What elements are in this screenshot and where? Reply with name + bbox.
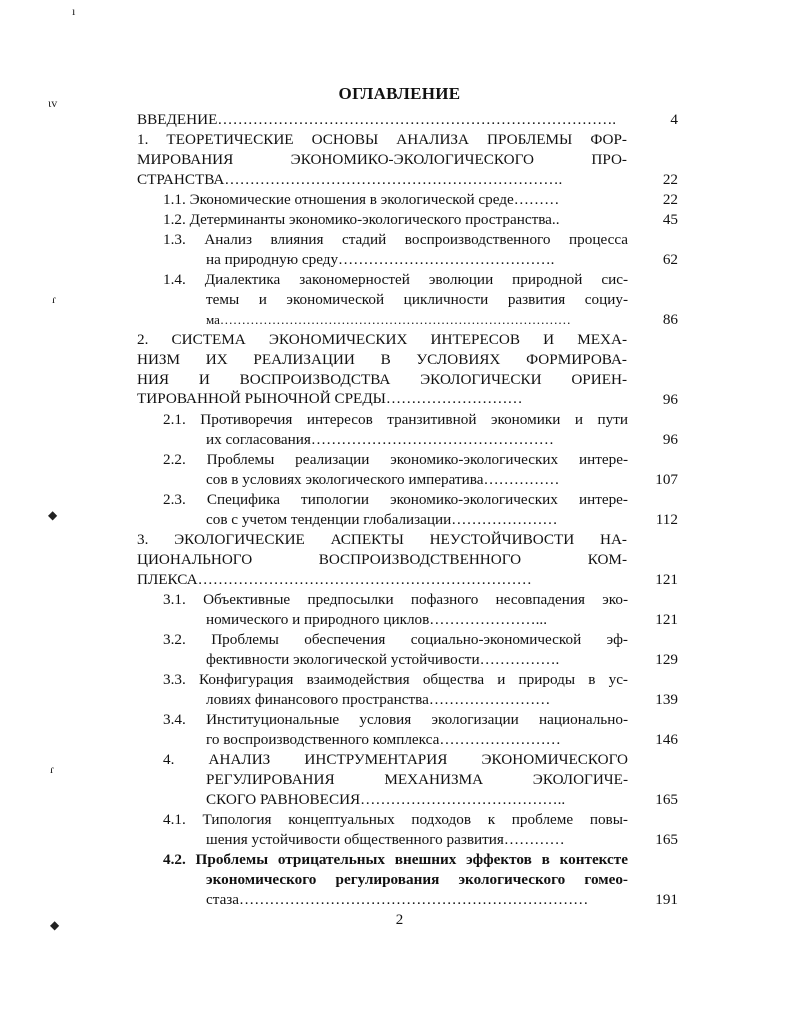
toc-entry-line: ВВЕДЕНИЕ……………………………………………………………………. xyxy=(137,111,617,128)
toc-entry-line: 3. ЭКОЛОГИЧЕСКИЕ АСПЕКТЫ НЕУСТОЙЧИВОСТИ НА- xyxy=(137,531,627,548)
toc-entry-line: ма……………………………………………………………………… xyxy=(206,311,571,327)
toc-entry-chapter-4 xyxy=(0,750,799,810)
toc-entry-line: 4. АНАЛИЗ ИНСТРУМЕНТАРИЯ ЭКОНОМИЧЕСКОГО xyxy=(163,751,628,768)
toc-entry-line: сов с учетом тенденции глобализации………………… xyxy=(206,510,558,528)
scan-artifact-mark: ɩv xyxy=(48,96,58,110)
toc-entry-section-1-3 xyxy=(0,230,799,270)
scan-artifact-mark: ◆ xyxy=(48,508,58,522)
toc-page-number: 129 xyxy=(655,651,678,668)
toc-page-number: 4 xyxy=(670,111,678,128)
toc-page-number: 165 xyxy=(655,791,678,808)
toc-entry-line: СКОГО РАВНОВЕСИЯ………………………………….. xyxy=(206,790,566,808)
toc-page-number: 86 xyxy=(662,311,678,328)
toc-entry-section-3-2 xyxy=(0,630,799,670)
toc-entry-line: 4.2. Проблемы отрицательных внешних эффектов в контексте xyxy=(163,851,628,868)
toc-entry-line: фективности экологической устойчивости……………. xyxy=(206,650,560,668)
toc-page-number: 62 xyxy=(662,251,678,268)
scan-artifact-mark: ı xyxy=(72,4,76,18)
toc-entry-line: шения устойчивости общественного развития………… xyxy=(206,830,565,848)
toc-entry-line: 1.1. Экономические отношения в экологической среде……… xyxy=(163,191,560,208)
toc-entry-line: 1.2. Детерминанты экономико-экологического пространства.. xyxy=(163,211,560,228)
toc-entry-section-3-3 xyxy=(0,670,799,710)
toc-entry-line: ловиях финансового пространства…………………… xyxy=(206,690,551,708)
toc-entry-line: их согласования………………………………………… xyxy=(206,430,554,448)
toc-page-number: 121 xyxy=(655,571,678,588)
toc-entry-chapter-3 xyxy=(0,530,799,590)
toc-entry-chapter-2 xyxy=(0,330,799,410)
toc-entry-section-3-1 xyxy=(0,590,799,630)
toc-page-number: 96 xyxy=(662,431,678,448)
toc-entry-line: экономического регулирования экологического гомео- xyxy=(206,870,628,888)
toc-entry-section-3-4 xyxy=(0,710,799,750)
toc-page-number: 146 xyxy=(655,731,678,748)
toc-page-number: 165 xyxy=(655,831,678,848)
toc-entry-line: 4.1. Типология концептуальных подходов к проблеме повы- xyxy=(163,811,628,828)
toc-page-number: 22 xyxy=(662,191,678,208)
toc-entry-section-2-1 xyxy=(0,410,799,450)
scan-artifact-mark: ◆ xyxy=(50,918,60,932)
toc-entry-section-4-1 xyxy=(0,810,799,850)
toc-entry-line: 3.1. Объективные предпосылки пофазного несовпадения эко- xyxy=(163,591,628,608)
toc-entry-chapter-1 xyxy=(0,130,799,190)
toc-entry-line: 2.3. Специфика типологии экономико-экологических интере- xyxy=(163,491,628,508)
toc-entry-line: НИЗМ ИХ РЕАЛИЗАЦИИ В УСЛОВИЯХ ФОРМИРОВА- xyxy=(137,350,627,368)
toc-entry-section-2-3 xyxy=(0,490,799,530)
toc-page-number: 107 xyxy=(655,471,678,488)
toc-entry-line: 1.4. Диалектика закономерностей эволюции природной сис- xyxy=(163,271,628,288)
toc-entry-line: ТИРОВАННОЙ РЫНОЧНОЙ СРЕДЫ……………………… xyxy=(137,390,523,408)
toc-entry-line: стаза…………………………………………………………… xyxy=(206,890,589,908)
toc-entry-section-1-2 xyxy=(0,210,799,230)
toc-entry-line: темы и экономической цикличности развития социу- xyxy=(206,290,628,308)
toc-entry-line: 3.3. Конфигурация взаимодействия общества и природы в ус- xyxy=(163,671,628,688)
toc-page-number: 121 xyxy=(655,611,678,628)
toc-page-number: 139 xyxy=(655,691,678,708)
toc-entry-section-2-2 xyxy=(0,450,799,490)
toc-entry-line: МИРОВАНИЯ ЭКОНОМИКО-ЭКОЛОГИЧЕСКОГО ПРО- xyxy=(137,150,627,168)
scan-artifact-mark: ɾ xyxy=(50,762,54,776)
toc-title: ОГЛАВЛЕНИЕ xyxy=(338,84,461,103)
toc-entry-line: 1. ТЕОРЕТИЧЕСКИЕ ОСНОВЫ АНАЛИЗА ПРОБЛЕМЫ ФОР- xyxy=(137,131,627,148)
toc-entry-line: го воспроизводственного комплекса…………………… xyxy=(206,730,561,748)
toc-entry-line: 3.4. Институциональные условия экологизации национально- xyxy=(163,711,628,728)
toc-page-number: 96 xyxy=(662,391,678,408)
toc-entry-line: ЦИОНАЛЬНОГО ВОСПРОИЗВОДСТВЕННОГО КОМ- xyxy=(137,550,627,568)
toc-entry-line: 1.3. Анализ влияния стадий воспроизводственного процесса xyxy=(163,231,628,248)
toc-page-number: 22 xyxy=(662,171,678,188)
footer-page-number: 2 xyxy=(395,912,404,928)
toc-entry-section-1-1 xyxy=(0,190,799,210)
scan-artifact-mark: ɾ xyxy=(52,292,56,306)
toc-entry-line: 2.1. Противоречия интересов транзитивной экономики и пути xyxy=(163,411,628,428)
toc-entry-line: 2.2. Проблемы реализации экономико-экологических интере- xyxy=(163,451,628,468)
toc-page-number: 45 xyxy=(662,211,678,228)
toc-entry-introduction xyxy=(0,110,799,130)
toc-entry-section-4-2 xyxy=(0,850,799,910)
toc-page-number: 112 xyxy=(655,511,678,528)
toc-entry-line: 3.2. Проблемы обеспечения социально-экономической эф- xyxy=(163,631,628,648)
toc-entry-line: на природную среду……………………………………. xyxy=(206,250,555,268)
toc-entry-line: ПЛЕКСА………………………………………………………… xyxy=(137,570,532,588)
toc-entry-section-1-4 xyxy=(0,270,799,330)
toc-entry-line: сов в условиях экологического императива…………… xyxy=(206,470,560,488)
toc-entry-line: номического и природного циклов…………………... xyxy=(206,610,548,628)
toc-entry-line: РЕГУЛИРОВАНИЯ МЕХАНИЗМА ЭКОЛОГИЧЕ- xyxy=(206,770,628,788)
toc-entry-line: НИЯ И ВОСПРОИЗВОДСТВА ЭКОЛОГИЧЕСКИ ОРИЕН- xyxy=(137,370,627,388)
toc-page-number: 191 xyxy=(655,891,678,908)
toc-entry-line: 2. СИСТЕМА ЭКОНОМИЧЕСКИХ ИНТЕРЕСОВ И МЕХА- xyxy=(137,331,627,348)
toc-entry-line: СТРАНСТВА…………………………………………………………. xyxy=(137,170,563,188)
